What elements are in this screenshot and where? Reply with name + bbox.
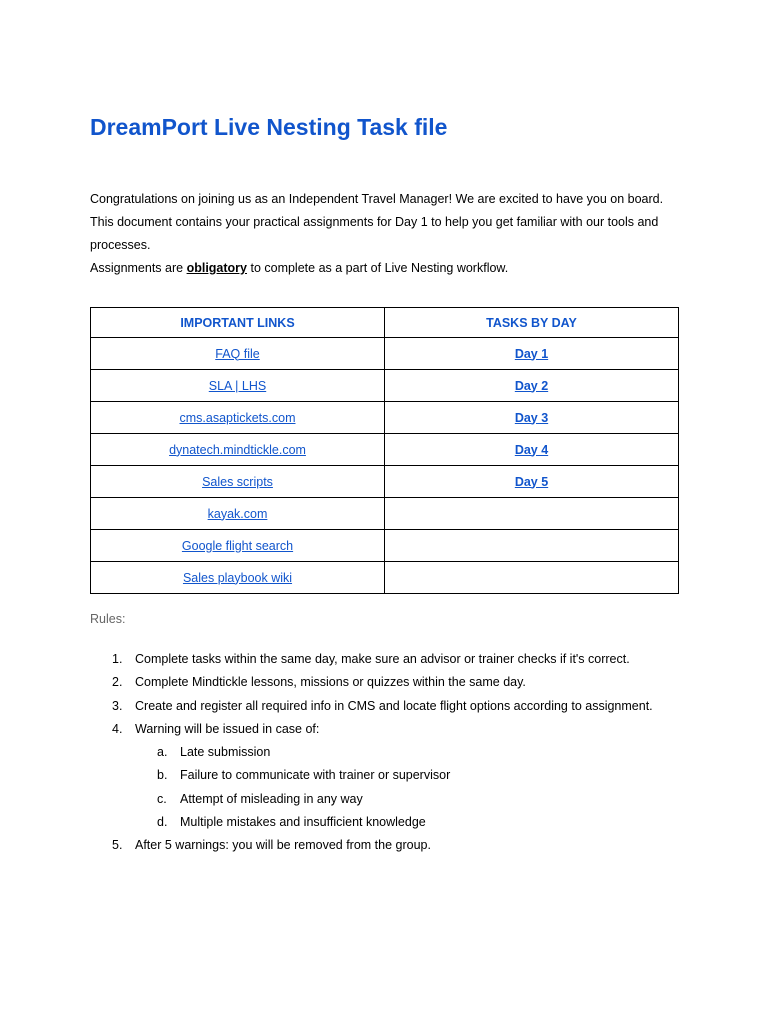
link-cell: [91, 370, 385, 402]
warning-subitem: [135, 764, 690, 787]
warning-sublist: [135, 741, 690, 834]
rule-item: [90, 648, 690, 671]
rule-number: 1.: [112, 652, 123, 666]
table-row: [91, 338, 679, 370]
link-cell: [91, 434, 385, 466]
subitem-text: Attempt of misleading in any way: [180, 791, 363, 806]
sales-scripts-link[interactable]: Sales scripts: [202, 474, 273, 489]
rule-text: Complete tasks within the same day, make sure an advisor or trainer checks if it's correct.: [135, 652, 630, 666]
day-2-link[interactable]: Day 2: [514, 378, 549, 393]
kayak-link[interactable]: kayak.com: [207, 506, 268, 521]
subitem-text: Failure to communicate with trainer or supervisor: [180, 768, 451, 783]
subitem-letter: a.: [157, 745, 168, 760]
task-cell: [385, 338, 679, 370]
table-row: [91, 530, 679, 562]
link-cell: [91, 530, 385, 562]
empty-task-cell: [385, 498, 679, 530]
day-1-link[interactable]: Day 1: [514, 346, 549, 361]
cms-asaptickets-link[interactable]: cms.asaptickets.com: [179, 410, 296, 425]
table-row: [91, 498, 679, 530]
faq-file-link[interactable]: FAQ file: [215, 346, 260, 361]
sla-lhs-link[interactable]: SLA | LHS: [208, 378, 267, 393]
empty-task-cell: [385, 530, 679, 562]
subitem-letter: c.: [157, 791, 167, 806]
rule-text: Complete Mindtickle lessons, missions or quizzes within the same day.: [135, 675, 526, 690]
links-tasks-table: [90, 307, 679, 594]
document-title: DreamPort Live Nesting Task file: [90, 114, 448, 140]
rule-number: 4.: [112, 721, 123, 736]
table-row: [91, 562, 679, 594]
warning-subitem: [135, 811, 690, 834]
link-cell: [91, 466, 385, 498]
rules-label: Rules:: [90, 612, 126, 626]
link-cell: [91, 498, 385, 530]
header-tasks-by-day: TASKS BY DAY: [385, 308, 679, 338]
header-important-links: IMPORTANT LINKS: [91, 308, 385, 338]
obligatory-note-suffix: to complete as a part of Live Nesting workflow.: [247, 261, 509, 275]
rule-item: [90, 695, 690, 718]
task-cell: [385, 402, 679, 434]
table-row: [91, 466, 679, 498]
day-4-link[interactable]: Day 4: [514, 442, 549, 457]
link-cell: [91, 402, 385, 434]
obligatory-note: [90, 257, 680, 280]
table-row: [91, 434, 679, 466]
table-row: [91, 402, 679, 434]
rules-list: [90, 648, 690, 858]
table-row: [91, 370, 679, 402]
task-cell: [385, 466, 679, 498]
obligatory-emphasis: obligatory: [186, 261, 247, 275]
rule-item: [90, 834, 690, 857]
rule-text: Create and register all required info in CMS and locate flight options according to assignment.: [135, 698, 653, 713]
link-cell: [91, 338, 385, 370]
intro-paragraph: Congratulations on joining us as an Independent Travel Manager! We are excited to have you on board. This document contains your practical assignments for Day 1 to help you get familiar with our tools and processes.: [90, 192, 664, 252]
sales-playbook-wiki-link[interactable]: Sales playbook wiki: [182, 570, 293, 585]
subitem-text: Late submission: [180, 745, 271, 760]
empty-task-cell: [385, 562, 679, 594]
warning-subitem: [135, 741, 690, 764]
subitem-text: Multiple mistakes and insufficient knowledge: [180, 815, 426, 830]
subitem-letter: b.: [157, 768, 168, 783]
table-header-row: [91, 308, 679, 338]
rule-number: 3.: [112, 698, 123, 713]
day-3-link[interactable]: Day 3: [514, 410, 549, 425]
rule-text: After 5 warnings: you will be removed from the group.: [135, 838, 431, 853]
rule-text: Warning will be issued in case of:: [135, 721, 320, 736]
obligatory-note-prefix: Assignments are: [90, 261, 187, 275]
rule-item: [90, 718, 690, 834]
warning-subitem: [135, 788, 690, 811]
task-cell: [385, 370, 679, 402]
dynatech-mindtickle-link[interactable]: dynatech.mindtickle.com: [169, 442, 306, 457]
link-cell: [91, 562, 385, 594]
intro-section: [90, 188, 680, 280]
rule-number: 2.: [112, 675, 123, 690]
task-cell: [385, 434, 679, 466]
rule-number: 5.: [112, 838, 123, 853]
rule-item: [90, 671, 690, 694]
day-5-link[interactable]: Day 5: [514, 474, 549, 489]
google-flight-search-link[interactable]: Google flight search: [181, 538, 294, 553]
subitem-letter: d.: [157, 815, 168, 830]
